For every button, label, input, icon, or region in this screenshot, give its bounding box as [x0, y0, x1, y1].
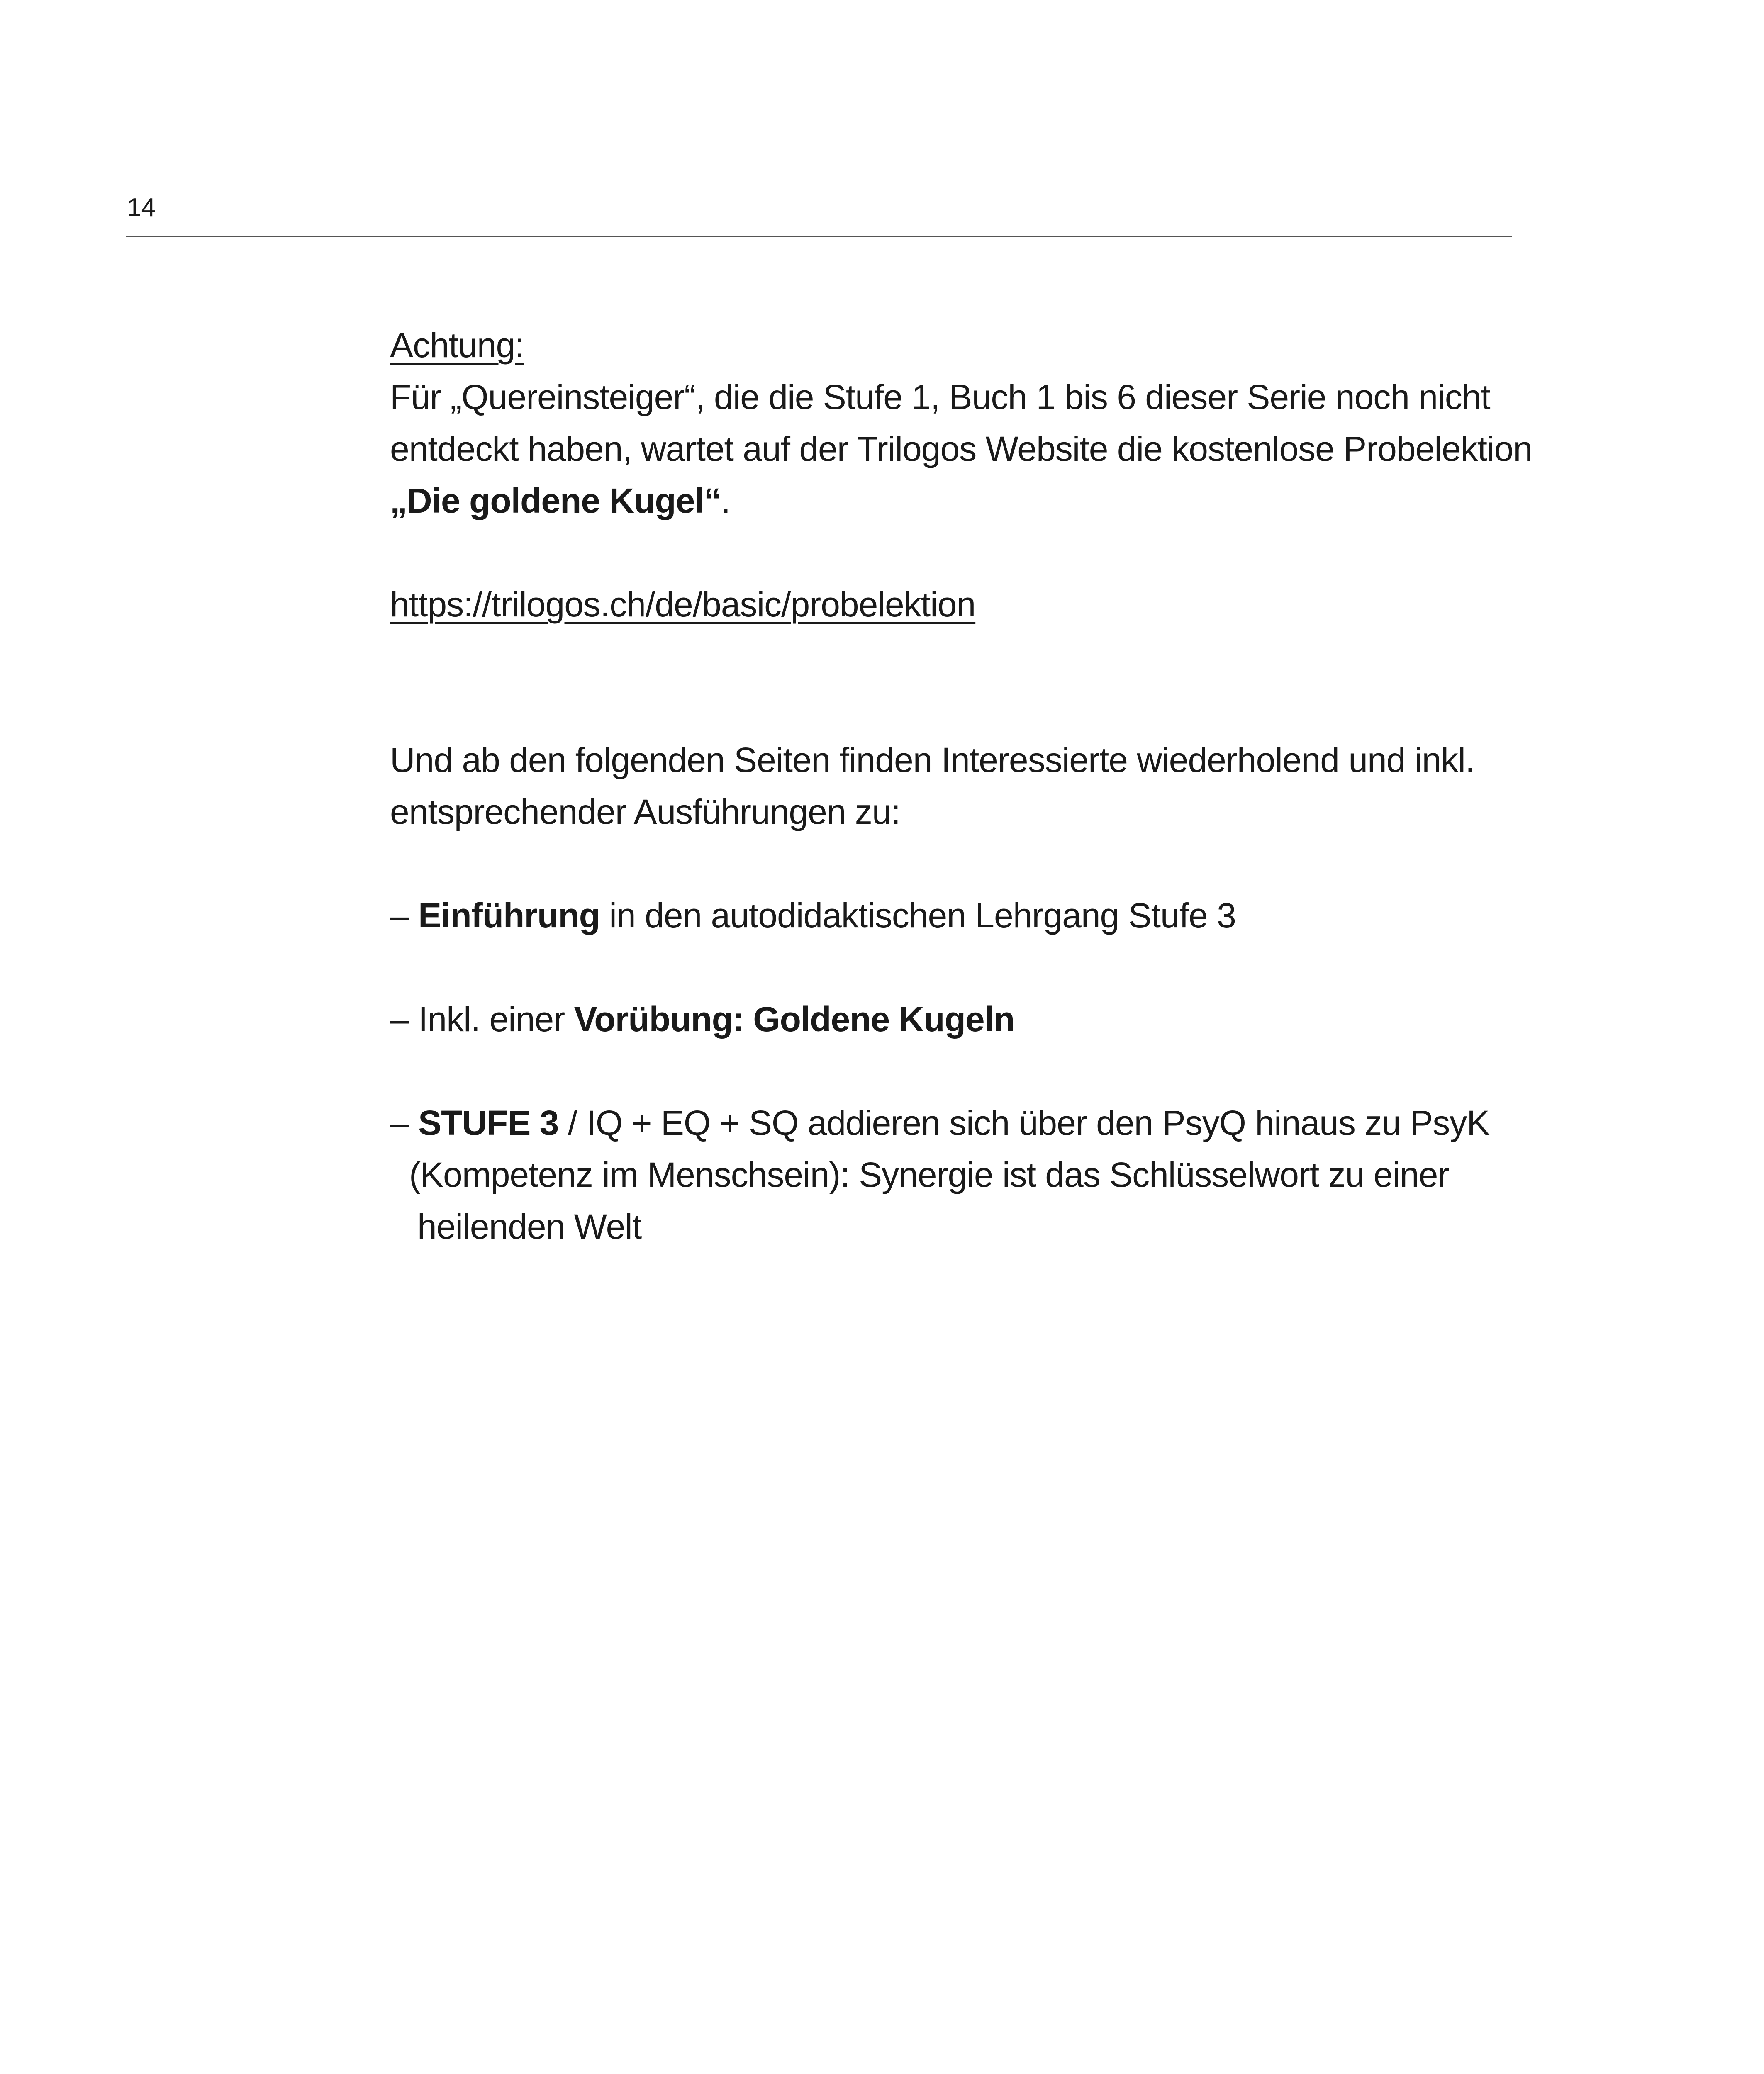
- intro-line-1: Und ab den folgenden Seiten finden Interessierte wiederholend und inkl.: [390, 740, 1475, 779]
- list-item-bold: STUFE 3: [418, 1103, 559, 1142]
- list-item-einfuehrung: [390, 890, 1510, 942]
- page-number: 14: [127, 193, 156, 222]
- list-dash: –: [390, 1103, 419, 1142]
- list-item-prefix: Inkl. einer: [418, 1000, 574, 1039]
- notice-line-1: Für „Quereinsteiger“, die die Stufe 1, Buch 1 bis 6 dieser Serie noch nicht: [390, 377, 1490, 416]
- list-item-bold: Einführung: [418, 896, 600, 935]
- list-item-stufe-3: [390, 1097, 1510, 1253]
- list-item-bold: Vorübung: Goldene Kugeln: [574, 1000, 1015, 1039]
- spacer: [390, 838, 1510, 890]
- list-dash: –: [390, 896, 419, 935]
- list-item-text: in den autodidaktischen Lehrgang Stufe 3: [599, 896, 1236, 935]
- probelektion-link[interactable]: https://trilogos.ch/de/basic/probelektion: [390, 585, 976, 624]
- notice-line-2: entdeckt haben, wartet auf der Trilogos Website die kostenlose Probelektion: [390, 429, 1533, 468]
- spacer: [390, 527, 1510, 579]
- spacer: [390, 630, 1510, 734]
- spacer: [390, 942, 1510, 993]
- list-dash: –: [390, 1000, 419, 1039]
- list-item-line-1: [390, 1097, 1510, 1149]
- spacer: [390, 1045, 1510, 1097]
- intro-line-2: entsprechender Ausführungen zu:: [390, 792, 900, 831]
- list-item-line-3: heilenden Welt: [417, 1207, 642, 1246]
- lesson-title: „Die goldene Kugel“: [390, 481, 721, 520]
- lesson-suffix: .: [721, 481, 731, 520]
- notice-block: [390, 319, 1533, 527]
- page-content: [390, 319, 1533, 1253]
- list-item-line-2: (Kompetenz im Menschsein): Synergie ist das Schlüsselwort zu einer: [409, 1155, 1449, 1194]
- notice-line-3: [390, 475, 1510, 527]
- notice-heading: Achtung:: [390, 326, 524, 365]
- intro-block: [390, 734, 1510, 838]
- list-item-vorubung: [390, 993, 1510, 1045]
- list-item-text: / IQ + EQ + SQ addieren sich über den PsyQ hinaus zu PsyK: [558, 1103, 1490, 1142]
- header-rule: [126, 236, 1512, 237]
